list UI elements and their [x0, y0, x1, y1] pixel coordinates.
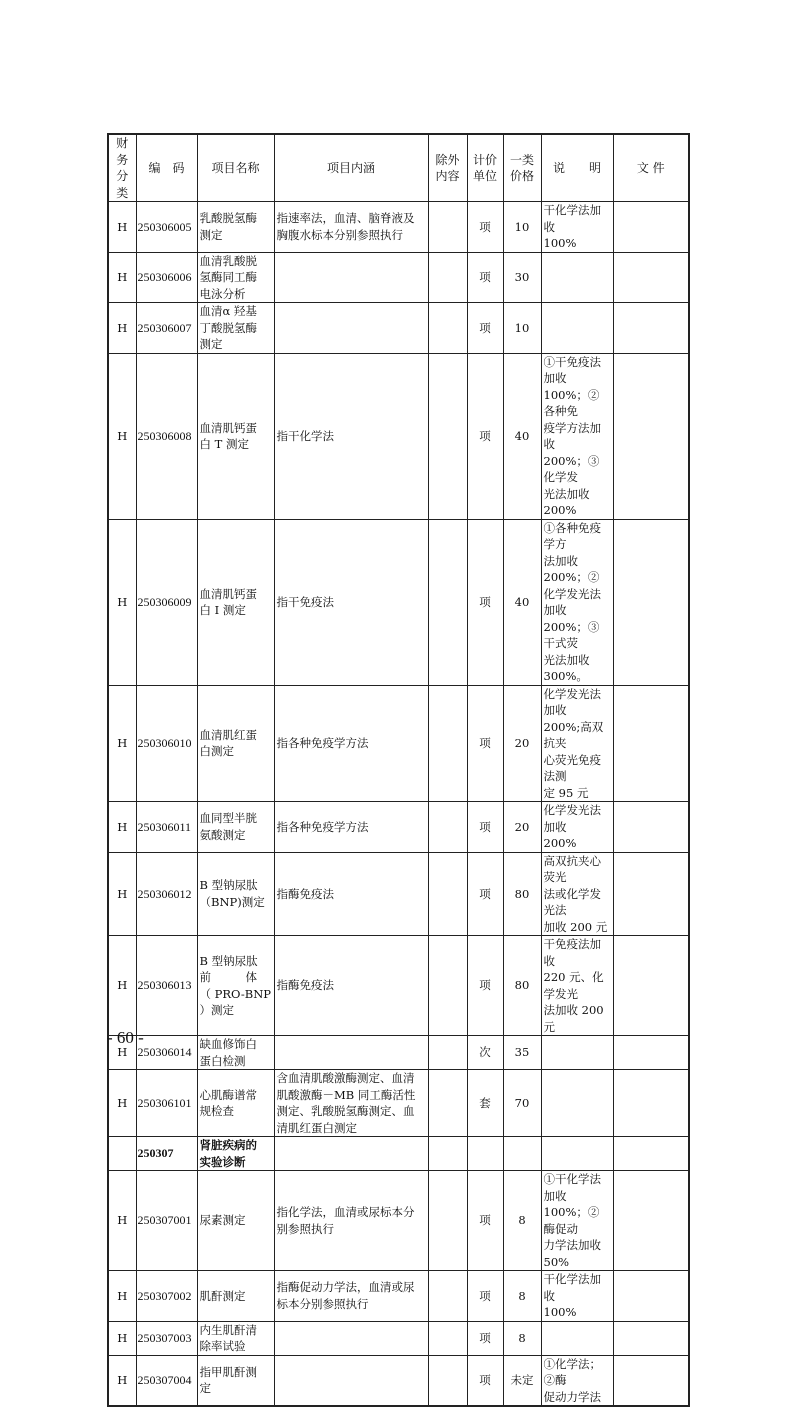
- header-category: 财务 分类: [108, 134, 136, 202]
- cell-category: H: [108, 852, 136, 936]
- cell-price: 8: [503, 1321, 541, 1355]
- cell-file: [613, 303, 689, 354]
- cell-item-content: [274, 303, 428, 354]
- cell-file: [613, 936, 689, 1036]
- cell-item-name: B 型钠尿肽 前 体 （ PRO-BNP ）测定: [197, 936, 274, 1036]
- cell-code: 250307001: [136, 1171, 197, 1271]
- cell-notes: [541, 1070, 613, 1137]
- cell-category: H: [108, 685, 136, 802]
- cell-exclusions: [428, 1355, 467, 1406]
- cell-item-content: [274, 252, 428, 303]
- table-row: [108, 1036, 689, 1070]
- cell-item-content: 指速率法，血清、脑脊液及 胸腹水标本分别参照执行: [274, 202, 428, 253]
- cell-unit: 项: [467, 252, 503, 303]
- cell-notes: [541, 252, 613, 303]
- cell-unit: 项: [467, 1321, 503, 1355]
- cell-item-name: 缺血修饰白 蛋白检测: [197, 1036, 274, 1070]
- cell-item-content: 指各种免疫学方法: [274, 685, 428, 802]
- cell-item-name: 尿素测定: [197, 1171, 274, 1271]
- table-row: [108, 252, 689, 303]
- cell-category: H: [108, 802, 136, 853]
- cell-notes: [541, 1321, 613, 1355]
- cell-file: [613, 852, 689, 936]
- cell-item-name: 指甲肌酐测 定: [197, 1355, 274, 1406]
- cell-exclusions: [428, 519, 467, 685]
- cell-exclusions: [428, 252, 467, 303]
- header-item-content: 项目内涵: [274, 134, 428, 202]
- cell-item-name: 血清肌钙蛋 白 T 测定: [197, 353, 274, 519]
- cell-item-content: 指干免疫法: [274, 519, 428, 685]
- cell-item-content: 指酶免疫法: [274, 936, 428, 1036]
- cell-notes: [541, 303, 613, 354]
- cell-item-name: B 型钠尿肽 （BNP)测定: [197, 852, 274, 936]
- cell-exclusions: [428, 202, 467, 253]
- cell-unit: 项: [467, 353, 503, 519]
- cell-exclusions: [428, 1271, 467, 1322]
- header-row: [108, 134, 689, 202]
- cell-item-content: 指酶免疫法: [274, 852, 428, 936]
- cell-file: [613, 1070, 689, 1137]
- cell-exclusions: [428, 1070, 467, 1137]
- table-row: [108, 1321, 689, 1355]
- cell-category: H: [108, 1070, 136, 1137]
- cell-file: [613, 1036, 689, 1070]
- cell-file: [613, 1271, 689, 1322]
- table-row: [108, 1355, 689, 1406]
- cell-unit: 项: [467, 802, 503, 853]
- cell-price: 20: [503, 685, 541, 802]
- cell-price: 80: [503, 852, 541, 936]
- cell-item-name: 血清肌红蛋 白测定: [197, 685, 274, 802]
- cell-notes: ①干免疫法加收 100%；②各种免 疫学方法加收 200%；③化学发 光法加收 200%: [541, 353, 613, 519]
- cell-exclusions: [428, 802, 467, 853]
- table-row: [108, 685, 689, 802]
- cell-file: [613, 353, 689, 519]
- page-number: - 60 -: [107, 1028, 144, 1047]
- cell-exclusions: [428, 1036, 467, 1070]
- cell-item-name: 血同型半胱 氨酸测定: [197, 802, 274, 853]
- cell-notes: ①干化学法加收 100%；②酶促动 力学法加收 50%: [541, 1171, 613, 1271]
- cell-price: 35: [503, 1036, 541, 1070]
- cell-category: H: [108, 353, 136, 519]
- section-row: [108, 1137, 689, 1171]
- cell-unit: 项: [467, 1271, 503, 1322]
- cell-price: 8: [503, 1171, 541, 1271]
- cell-file: [613, 685, 689, 802]
- cell-price: [503, 1137, 541, 1171]
- cell-item-content: [274, 1137, 428, 1171]
- cell-code: 250306008: [136, 353, 197, 519]
- cell-unit: 项: [467, 1355, 503, 1406]
- table-row: [108, 353, 689, 519]
- cell-unit: 项: [467, 202, 503, 253]
- table-row: [108, 202, 689, 253]
- cell-item-content: [274, 1355, 428, 1406]
- cell-code: 250306014: [136, 1036, 197, 1070]
- cell-price: 未定: [503, 1355, 541, 1406]
- cell-notes: 干化学法加收 100%: [541, 202, 613, 253]
- cell-unit: 项: [467, 936, 503, 1036]
- cell-file: [613, 1171, 689, 1271]
- cell-code: 250306006: [136, 252, 197, 303]
- table-row: [108, 1271, 689, 1322]
- cell-notes: [541, 1137, 613, 1171]
- cell-category: H: [108, 202, 136, 253]
- cell-item-name: 内生肌酐清 除率试验: [197, 1321, 274, 1355]
- cell-notes: 化学发光法加收 200%: [541, 802, 613, 853]
- cell-file: [613, 1355, 689, 1406]
- cell-item-name: 血清肌钙蛋 白 I 测定: [197, 519, 274, 685]
- cell-category: H: [108, 1271, 136, 1322]
- cell-unit: 项: [467, 1171, 503, 1271]
- cell-notes: ①各种免疫学方 法加收 200%；② 化学发光法加收 200%；③干式荧 光法加收 300%。: [541, 519, 613, 685]
- cell-category: [108, 1137, 136, 1171]
- cell-item-name: 血清乳酸脱 氢酶同工酶 电泳分析: [197, 252, 274, 303]
- cell-exclusions: [428, 685, 467, 802]
- cell-item-name: 肾脏疾病的 实验诊断: [197, 1137, 274, 1171]
- cell-item-content: 含血清肌酸激酶测定、血清 肌酸激酶－MB 同工酶活性 测定、乳酸脱氢酶测定、血 清肌红蛋白测定: [274, 1070, 428, 1137]
- cell-code: 250306009: [136, 519, 197, 685]
- cell-price: 70: [503, 1070, 541, 1137]
- table-row: [108, 852, 689, 936]
- header-code: 编 码: [136, 134, 197, 202]
- table-row: [108, 1070, 689, 1137]
- cell-notes: [541, 1036, 613, 1070]
- cell-code: 250306101: [136, 1070, 197, 1137]
- header-item-name: 项目名称: [197, 134, 274, 202]
- cell-item-name: 肌酐测定: [197, 1271, 274, 1322]
- cell-category: H: [108, 1321, 136, 1355]
- cell-unit: 项: [467, 519, 503, 685]
- cell-unit: 项: [467, 852, 503, 936]
- cell-exclusions: [428, 303, 467, 354]
- cell-item-content: 指化学法，血清或尿标本分 别参照执行: [274, 1171, 428, 1271]
- cell-code: 250307003: [136, 1321, 197, 1355]
- cell-unit: 次: [467, 1036, 503, 1070]
- cell-file: [613, 202, 689, 253]
- cell-price: 40: [503, 519, 541, 685]
- cell-category: H: [108, 936, 136, 1036]
- cell-code: 250306005: [136, 202, 197, 253]
- cell-code: 250306013: [136, 936, 197, 1036]
- cell-category: H: [108, 1171, 136, 1271]
- header-notes: 说 明: [541, 134, 613, 202]
- header-price: 一类 价格: [503, 134, 541, 202]
- cell-unit: 项: [467, 685, 503, 802]
- cell-unit: [467, 1137, 503, 1171]
- cell-item-name: 乳酸脱氢酶 测定: [197, 202, 274, 253]
- cell-price: 8: [503, 1271, 541, 1322]
- table-row: [108, 1171, 689, 1271]
- cell-code: 250307: [136, 1137, 197, 1171]
- cell-file: [613, 1321, 689, 1355]
- cell-file: [613, 519, 689, 685]
- cell-notes: 高双抗夹心荧光 法或化学发光法 加收 200 元: [541, 852, 613, 936]
- cell-item-content: 指酶促动力学法，血清或尿 标本分别参照执行: [274, 1271, 428, 1322]
- cell-item-content: [274, 1036, 428, 1070]
- price-table: [107, 133, 690, 1407]
- cell-notes: 化学发光法加收 200%;高双抗夹 心荧光免疫法测 定 95 元: [541, 685, 613, 802]
- table-row: [108, 802, 689, 853]
- cell-code: 250306011: [136, 802, 197, 853]
- cell-file: [613, 802, 689, 853]
- cell-price: 20: [503, 802, 541, 853]
- cell-exclusions: [428, 1171, 467, 1271]
- cell-unit: 套: [467, 1070, 503, 1137]
- cell-exclusions: [428, 1137, 467, 1171]
- cell-code: 250306007: [136, 303, 197, 354]
- cell-file: [613, 1137, 689, 1171]
- cell-exclusions: [428, 353, 467, 519]
- cell-price: 30: [503, 252, 541, 303]
- cell-category: H: [108, 303, 136, 354]
- cell-category: H: [108, 1036, 136, 1070]
- cell-item-name: 心肌酶谱常 规检查: [197, 1070, 274, 1137]
- header-file: 文 件: [613, 134, 689, 202]
- cell-item-content: 指干化学法: [274, 353, 428, 519]
- cell-code: 250307002: [136, 1271, 197, 1322]
- cell-item-content: [274, 1321, 428, 1355]
- cell-exclusions: [428, 852, 467, 936]
- cell-notes: 干化学法加收 100%: [541, 1271, 613, 1322]
- header-exclusions: 除外 内容: [428, 134, 467, 202]
- cell-exclusions: [428, 936, 467, 1036]
- cell-unit: 项: [467, 303, 503, 354]
- cell-item-content: 指各种免疫学方法: [274, 802, 428, 853]
- cell-category: H: [108, 519, 136, 685]
- table-row: [108, 303, 689, 354]
- table-row: [108, 519, 689, 685]
- cell-notes: ①化学法；②酶 促动力学法: [541, 1355, 613, 1406]
- header-unit: 计价 单位: [467, 134, 503, 202]
- cell-price: 40: [503, 353, 541, 519]
- cell-item-name: 血清α 羟基 丁酸脱氢酶 测定: [197, 303, 274, 354]
- cell-notes: 干免疫法加收 220 元、化学发光 法加收 200 元: [541, 936, 613, 1036]
- cell-price: 10: [503, 202, 541, 253]
- cell-price: 10: [503, 303, 541, 354]
- cell-category: H: [108, 252, 136, 303]
- cell-exclusions: [428, 1321, 467, 1355]
- cell-file: [613, 252, 689, 303]
- cell-price: 80: [503, 936, 541, 1036]
- cell-code: 250307004: [136, 1355, 197, 1406]
- table-row: [108, 936, 689, 1036]
- cell-category: H: [108, 1355, 136, 1406]
- cell-code: 250306012: [136, 852, 197, 936]
- cell-code: 250306010: [136, 685, 197, 802]
